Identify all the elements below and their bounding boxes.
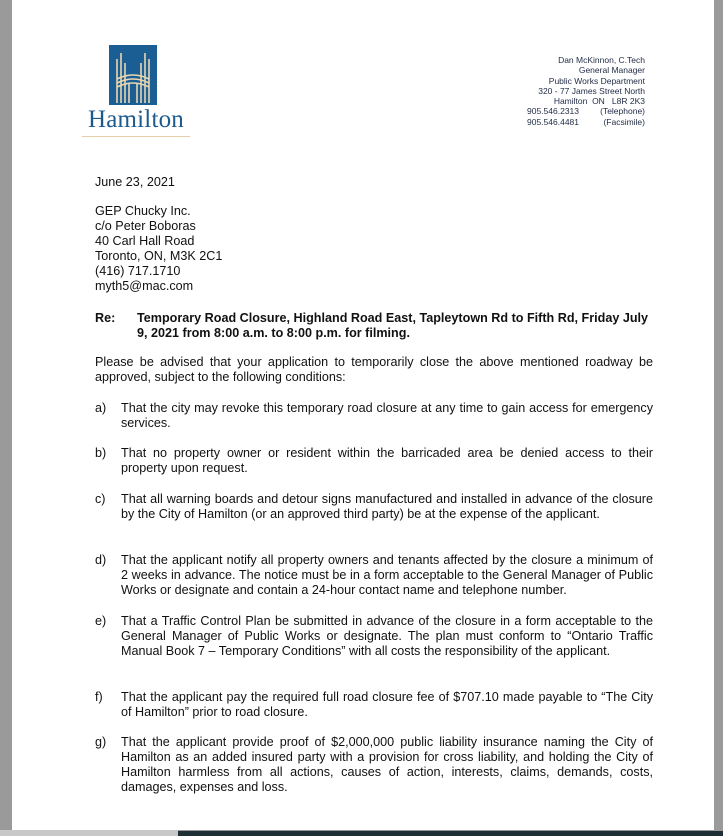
- condition-text: That the applicant pay the required full road closure fee of $707.10 made payable to “The City of Hamilton” prior to road closure.: [121, 690, 653, 719]
- condition-item: [95, 401, 653, 431]
- subject-label: Re:: [95, 311, 116, 325]
- condition-item: [95, 446, 653, 476]
- condition-item: [95, 690, 653, 720]
- recipient-phone: (416) 717.1710: [95, 264, 181, 278]
- recipient-city: Toronto, ON, M3K 2C1: [95, 249, 223, 263]
- recipient-street: 40 Carl Hall Road: [95, 234, 195, 248]
- recipient-address: [95, 204, 653, 294]
- hamilton-wordmark: Hamilton: [87, 106, 185, 133]
- condition-letter: c): [95, 492, 106, 506]
- recipient-company: GEP Chucky Inc.: [95, 204, 191, 218]
- condition-item: [95, 735, 653, 795]
- telephone-number: 905.546.2313: [527, 106, 579, 117]
- condition-letter: b): [95, 446, 107, 460]
- telephone-label: (Telephone): [600, 106, 645, 117]
- condition-letter: g): [95, 735, 107, 749]
- condition-text: That the applicant provide proof of $2,000,000 public liability insurance naming the City of Hamilton as an added insured party with a provision for cross liability, and holding the City of Hamilton harmless from all actions, causes of action, interests, claims, demands, costs, damages, expenses and loss.: [121, 735, 653, 794]
- facsimile-label: (Facsimile): [603, 116, 645, 127]
- condition-item: [95, 614, 653, 659]
- condition-item: [95, 492, 653, 522]
- intro-paragraph: Please be advised that your application to temporarily close the above mentioned roadway be approved, subject to the following conditions:: [95, 355, 653, 384]
- sender-telephone: [527, 106, 645, 116]
- viewer-bottom-strip: [0, 830, 178, 836]
- condition-letter: f): [95, 690, 103, 704]
- condition-text: That the applicant notify all property owners and tenants affected by the closure a minimum of 2 weeks in advance. The notice must be in a form acceptable to the General Manager of Public Works or designate and contain a 24-hour contact name and telephone number.: [121, 553, 653, 597]
- sender-name: Dan McKinnon, C.Tech: [558, 55, 645, 65]
- condition-text: That a Traffic Control Plan be submitted in advance of the closure in a form acceptable to the General Manager of Public Works or designate. The plan must conform to “Ontario Traffic Manual Book 7 – Temporary Conditions” with all costs the responsibility of the applicant.: [121, 614, 653, 658]
- sender-department: Public Works Department: [548, 75, 645, 86]
- condition-letter: d): [95, 553, 107, 567]
- taskbar-edge: [178, 831, 723, 836]
- sender-street: 320 - 77 James Street North: [538, 85, 645, 96]
- sender-title: General Manager: [578, 65, 645, 76]
- condition-text: That the city may revoke this temporary road closure at any time to gain access for emergency services.: [121, 401, 653, 430]
- recipient-email: myth5@mac.com: [95, 279, 194, 293]
- condition-item: [95, 553, 653, 598]
- subject-line: [95, 311, 653, 341]
- facsimile-number: 905.546.4481: [527, 116, 579, 127]
- letter-date: June 23, 2021: [95, 175, 175, 189]
- condition-text: That all warning boards and detour signs manufactured and installed in advance of the closure by the City of Hamilton (or an approved third party) be at the expense of the applicant.: [121, 492, 653, 521]
- condition-letter: e): [95, 614, 107, 628]
- subject-text: Temporary Road Closure, Highland Road East, Tapleytown Rd to Fifth Rd, Friday July 9, 2021 from 8:00 a.m. to 8:00 p.m. for filming.: [137, 311, 649, 340]
- recipient-contact: c/o Peter Boboras: [95, 219, 196, 233]
- sender-facsimile: [527, 117, 645, 127]
- condition-text: That no property owner or resident within the barricaded area be denied access to their property upon request.: [121, 446, 653, 475]
- logo-underline: [82, 136, 190, 137]
- hamilton-bridge-logo-icon: [109, 45, 157, 105]
- condition-letter: a): [95, 401, 107, 415]
- sender-city: Hamilton ON L8R 2K3: [553, 96, 645, 107]
- sender-block: [527, 55, 645, 127]
